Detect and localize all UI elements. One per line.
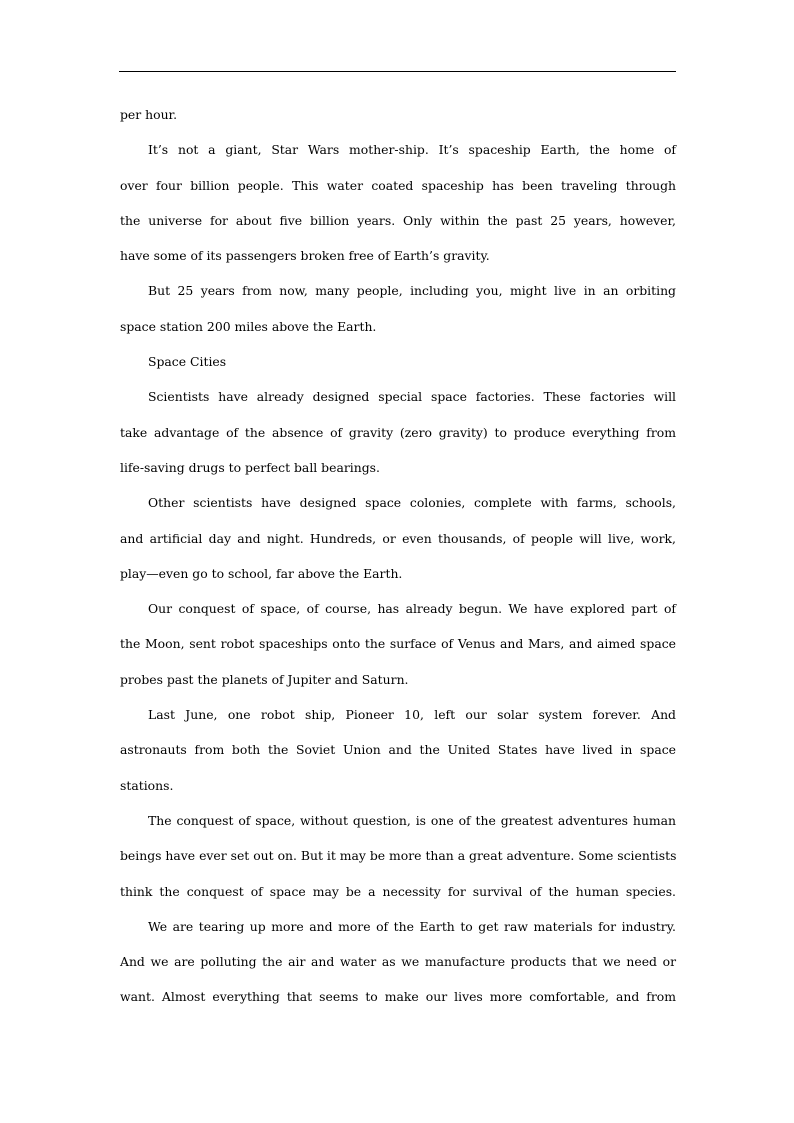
text-line: over four billion people. This water coated spaceship has been traveling through — [120, 177, 676, 193]
text-line: astronauts from both the Soviet Union and the United States have lived in space — [120, 742, 676, 758]
text-line: And we are polluting the air and water as we manufacture products that we need or — [120, 954, 676, 970]
text-line: life-saving drugs to perfect ball bearings. — [120, 459, 380, 475]
text-line: stations. — [120, 777, 174, 793]
text-line: Scientists have already designed special space factories. These factories will — [148, 389, 676, 405]
text-line: have some of its passengers broken free of Earth’s gravity. — [120, 248, 490, 264]
text-line: It’s not a giant, Star Wars mother-ship. It’s spaceship Earth, the home of — [148, 142, 676, 158]
text-line: But 25 years from now, many people, including you, might live in an orbiting — [148, 283, 676, 299]
text-line: play—even go to school, far above the Earth. — [120, 565, 403, 581]
text-line: take advantage of the absence of gravity (zero gravity) to produce everything from — [120, 424, 676, 440]
section-heading: Space Cities — [148, 354, 227, 370]
text-line: beings have ever set out on. But it may be more than a great adventure. Some scientists — [120, 848, 677, 864]
text-line: per hour. — [120, 107, 178, 122]
text-line: Last June, one robot ship, Pioneer 10, left our solar system forever. And — [148, 707, 676, 723]
text-line: want. Almost everything that seems to make our lives more comfortable, and from — [120, 989, 676, 1005]
text-line: Other scientists have designed space colonies, complete with farms, schools, — [148, 495, 676, 511]
text-line: The conquest of space, without question, is one of the greatest adventures human — [148, 812, 676, 828]
text-line: the Moon, sent robot spaceships onto the surface of Venus and Mars, and aimed space — [120, 636, 676, 652]
header-rule — [119, 71, 676, 72]
text-line: space station 200 miles above the Earth. — [120, 318, 377, 334]
text-line: and artificial day and night. Hundreds, or even thousands, of people will live, work, — [120, 530, 676, 546]
document-body — [120, 97, 676, 1015]
text-line: probes past the planets of Jupiter and Saturn. — [120, 671, 409, 687]
text-line: think the conquest of space may be a necessity for survival of the human species. — [120, 883, 676, 899]
text-line: Our conquest of space, of course, has already begun. We have explored part of — [148, 601, 676, 617]
text-line: the universe for about five billion years. Only within the past 25 years, however, — [120, 212, 676, 228]
text-line: We are tearing up more and more of the Earth to get raw materials for industry. — [148, 918, 676, 934]
